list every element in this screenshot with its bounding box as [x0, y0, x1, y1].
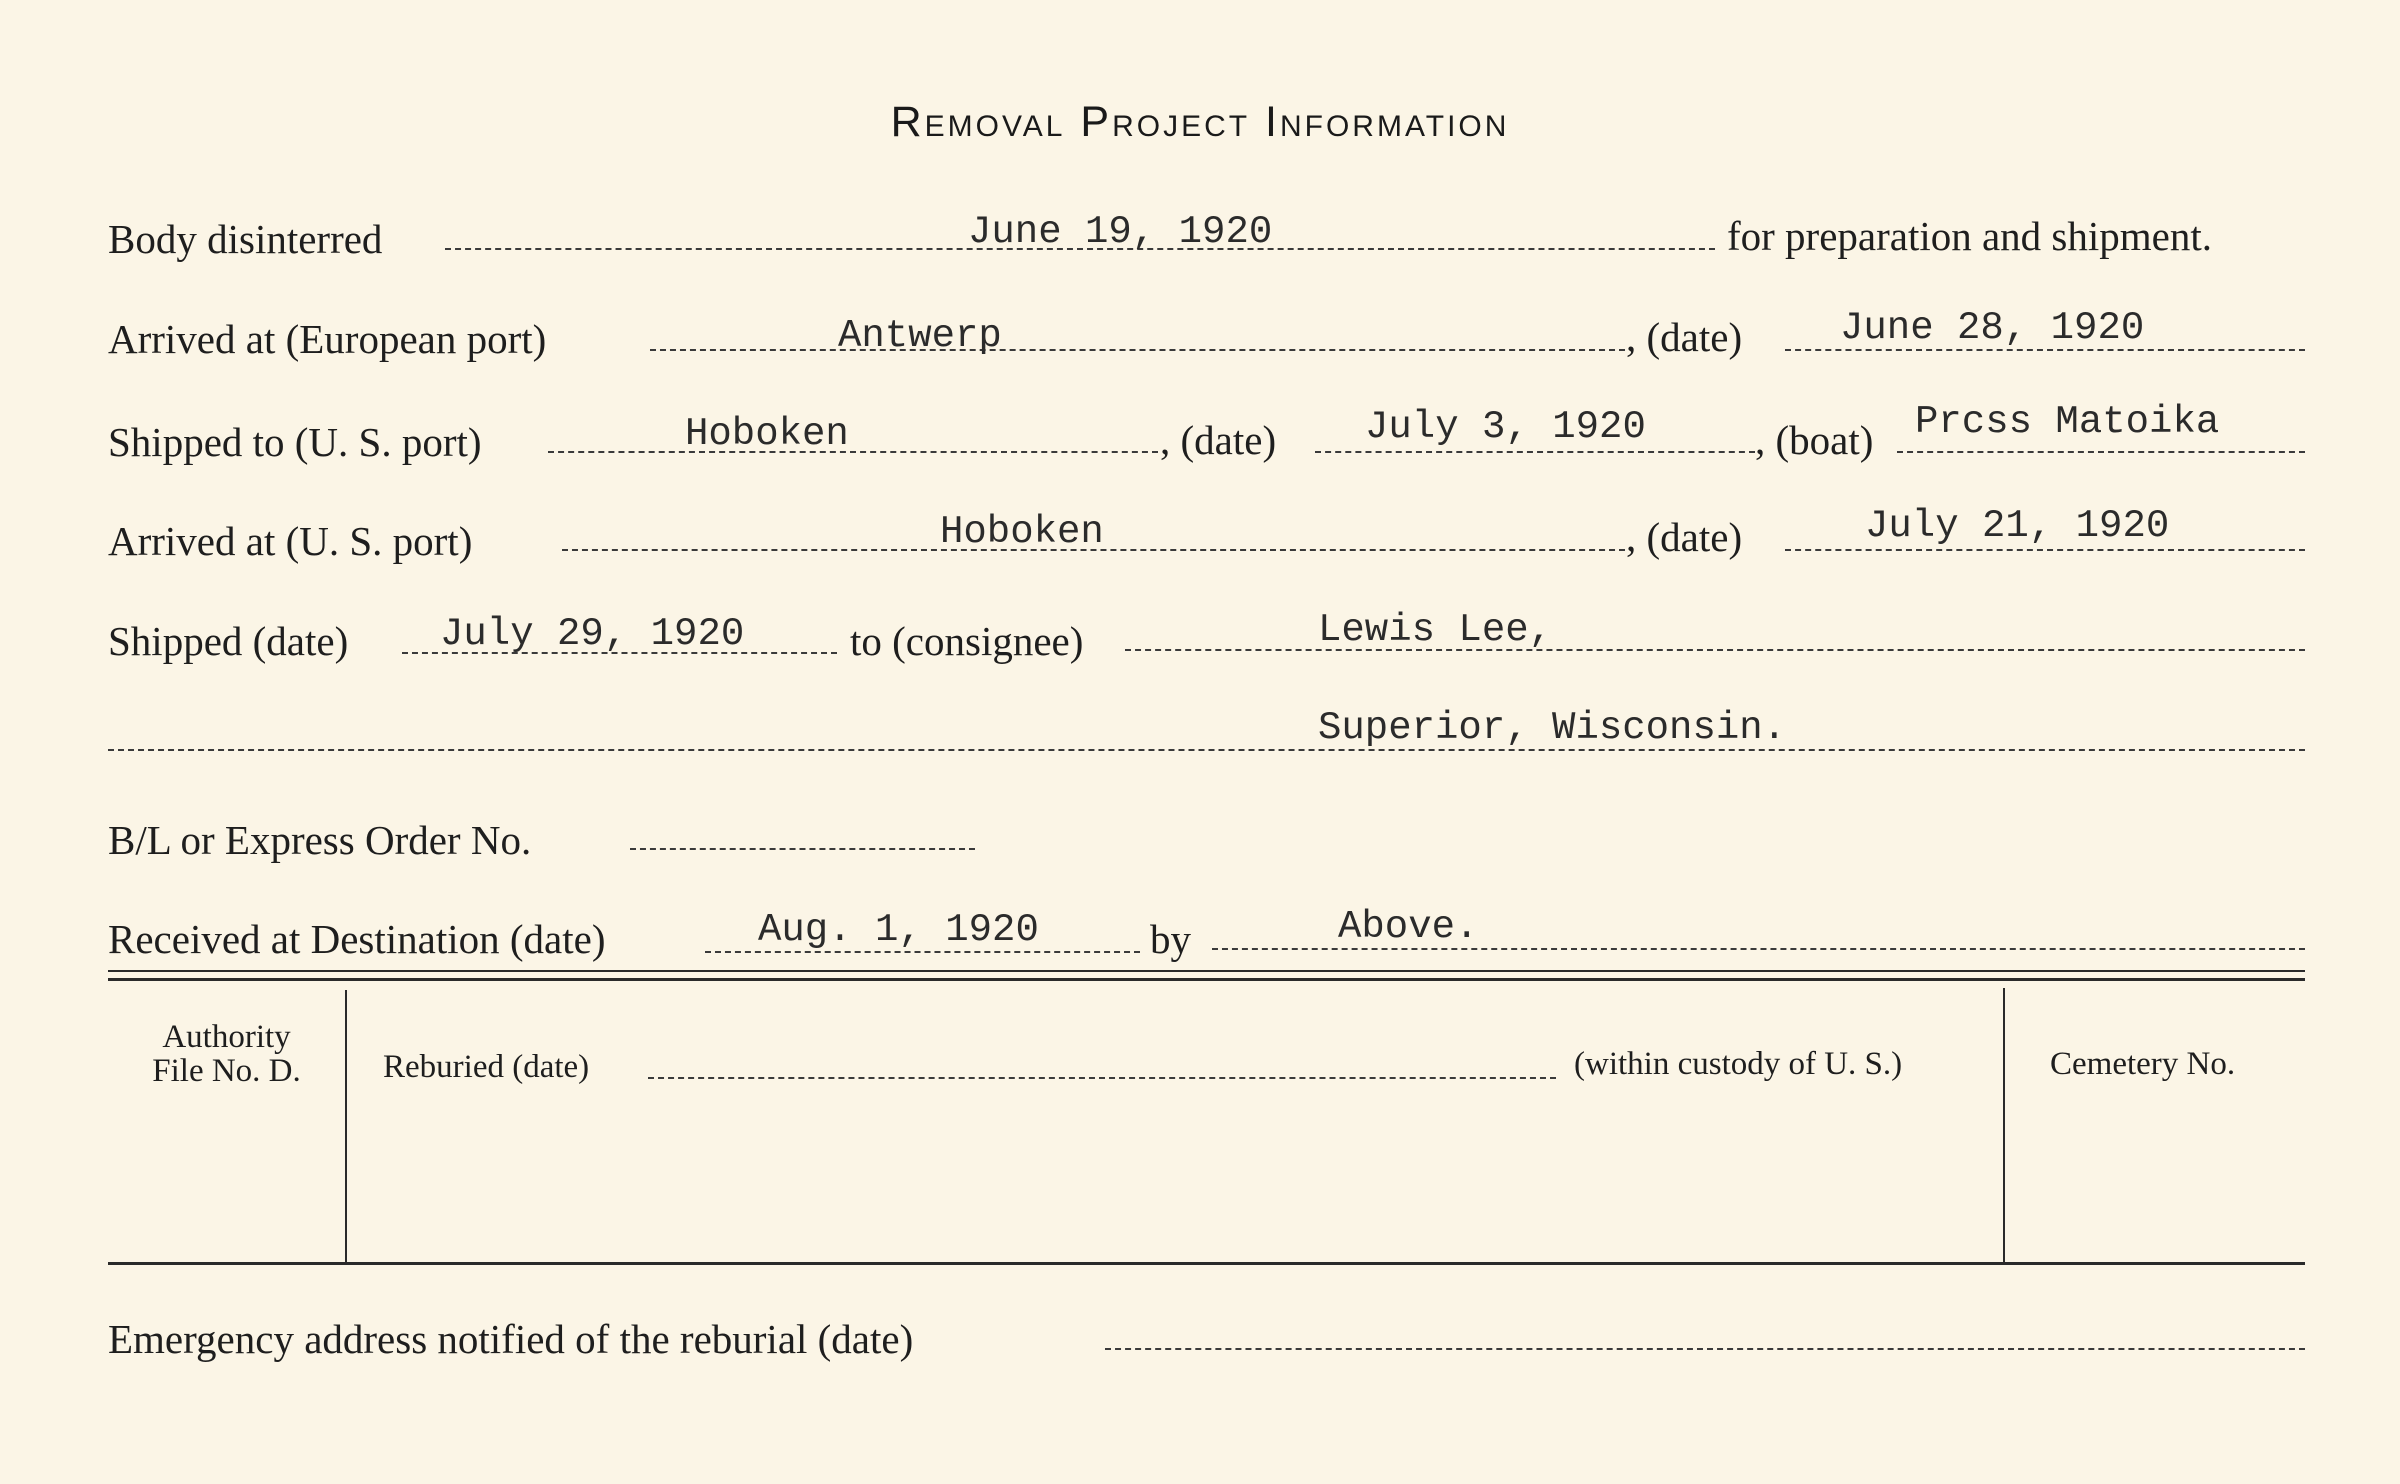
box-right-divider [2003, 988, 2005, 1262]
emergency-address-line [1105, 1348, 2305, 1350]
shipped-date-value[interactable]: July 29, 1920 [440, 612, 745, 656]
file-no-label: File No. D. [152, 1053, 301, 1089]
emergency-address-label: Emergency address notified of the reburial (date) [108, 1316, 914, 1362]
us-port-arrived-date-line [1785, 549, 2305, 551]
body-disinterred-value[interactable]: June 19, 1920 [968, 210, 1273, 254]
reburied-date-line [648, 1077, 1556, 1079]
european-port-label: Arrived at (European port) [108, 316, 547, 362]
consignee-line [1125, 649, 2305, 651]
body-disinterred-label: Body disinterred [108, 216, 383, 262]
us-port-shipped-value[interactable]: Hoboken [685, 412, 849, 456]
us-port-arrived-date-value[interactable]: July 21, 1920 [1865, 504, 2170, 548]
us-port-shipped-date-line [1315, 451, 1755, 453]
box-top-rule [108, 970, 2305, 972]
consignee-label: to (consignee) [850, 618, 1084, 664]
authority-file-label [108, 1020, 345, 1088]
boat-line [1897, 451, 2305, 453]
us-port-arrived-label: Arrived at (U. S. port) [108, 518, 473, 564]
consignee-address-value[interactable]: Superior, Wisconsin. [1318, 706, 1787, 750]
box-top-rule-double [108, 978, 2305, 981]
custody-label: (within custody of U. S.) [1574, 1046, 1903, 1082]
bl-express-order-label: B/L or Express Order No. [108, 817, 532, 863]
us-port-shipped-label: Shipped to (U. S. port) [108, 419, 482, 465]
european-port-line [650, 349, 1625, 351]
consignee-address-line [108, 749, 2305, 751]
shipped-date-label: Shipped (date) [108, 618, 349, 664]
european-port-date-label: , (date) [1626, 314, 1743, 360]
preparation-shipment-text: for preparation and shipment. [1727, 213, 2213, 259]
received-destination-label: Received at Destination (date) [108, 916, 606, 962]
us-port-arrived-value[interactable]: Hoboken [940, 510, 1104, 554]
us-port-shipped-date-value[interactable]: July 3, 1920 [1365, 405, 1646, 449]
box-left-divider [345, 990, 347, 1262]
boat-label: , (boat) [1755, 417, 1874, 463]
european-port-date-value[interactable]: June 28, 1920 [1840, 306, 2145, 350]
consignee-value[interactable]: Lewis Lee, [1318, 608, 1553, 652]
received-by-value[interactable]: Above. [1338, 905, 1479, 949]
cemetery-no-label: Cemetery No. [2050, 1046, 2236, 1082]
reburied-date-label: Reburied (date) [383, 1049, 590, 1085]
box-bottom-rule [108, 1262, 2305, 1265]
bl-express-order-line [630, 848, 975, 850]
received-destination-value[interactable]: Aug. 1, 1920 [758, 908, 1039, 952]
boat-value[interactable]: Prcss Matoika [1915, 400, 2220, 444]
us-port-shipped-line [548, 451, 1158, 453]
card-title: Removal Project Information [890, 98, 1510, 146]
us-port-arrived-date-label: , (date) [1626, 514, 1743, 560]
european-port-value[interactable]: Antwerp [838, 314, 1002, 358]
authority-label: Authority [162, 1019, 291, 1055]
us-port-shipped-date-label: , (date) [1160, 417, 1277, 463]
received-by-label: by [1150, 916, 1191, 962]
